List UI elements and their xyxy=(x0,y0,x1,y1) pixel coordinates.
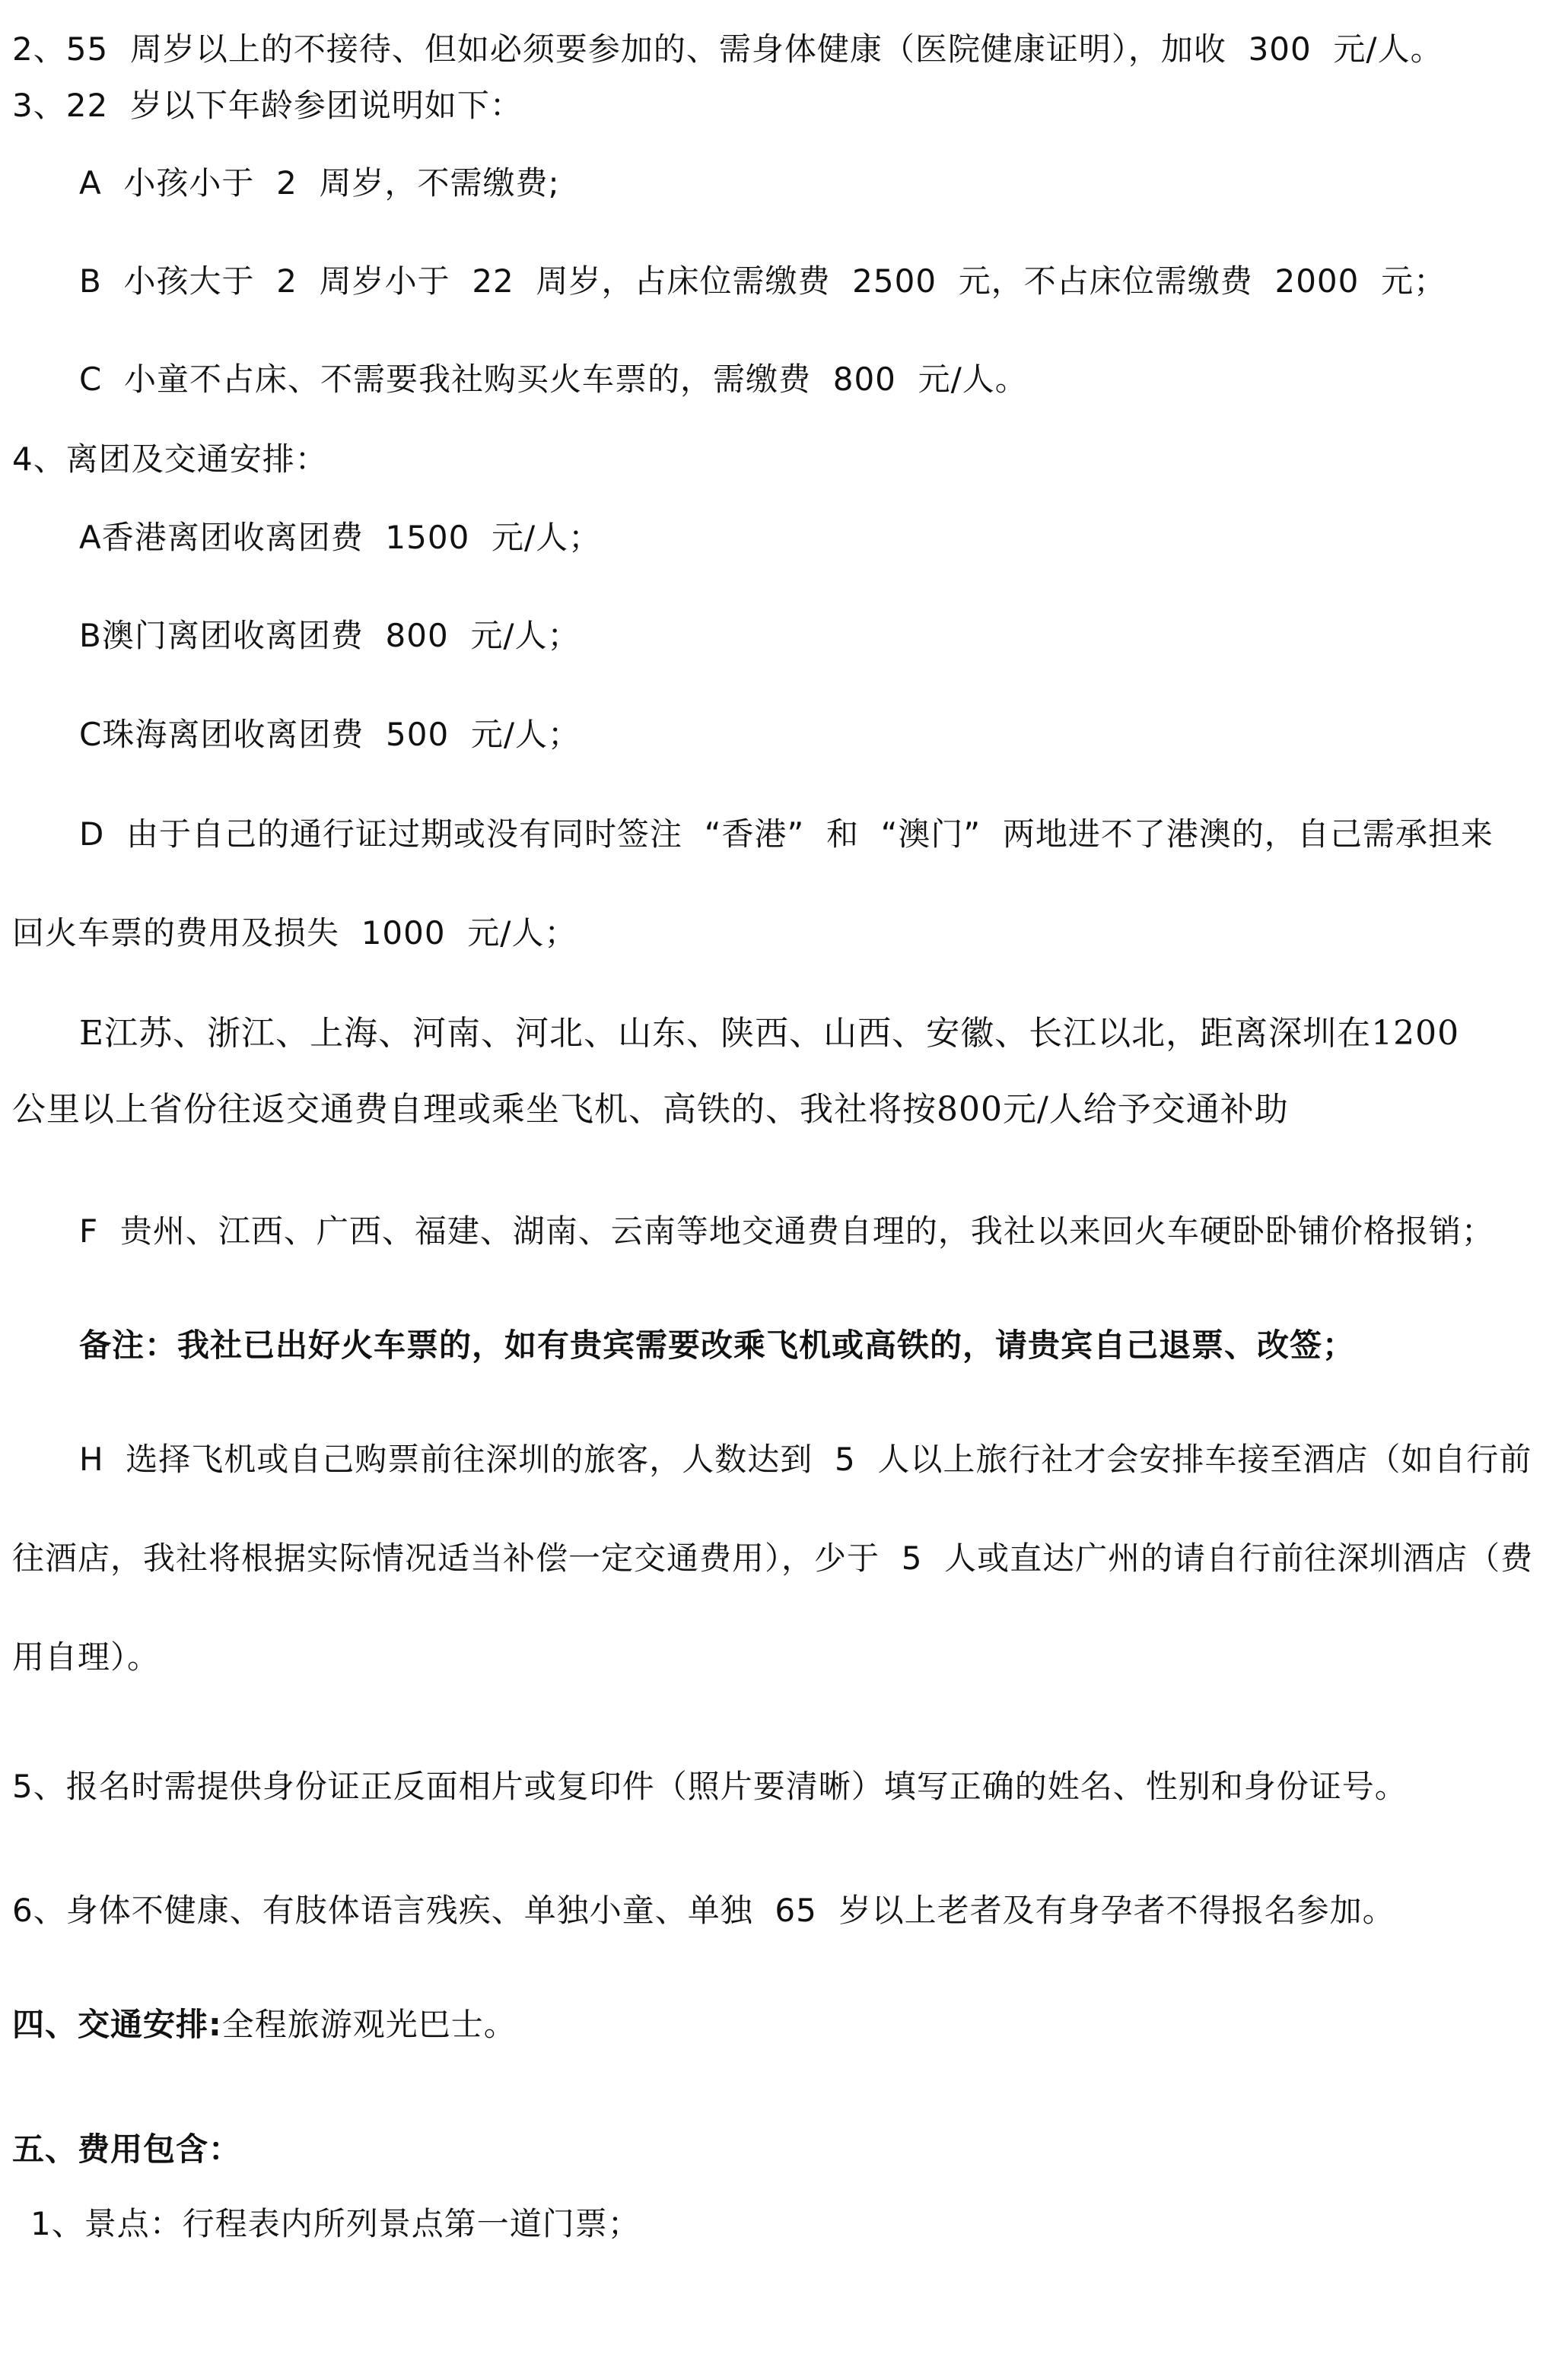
section-transport xyxy=(12,2006,517,2043)
text-line-leave-b: B澳门离团收离团费 800 元/人； xyxy=(79,617,581,654)
text-line-leave-d-cont: 回火车票的费用及损失 1000 元/人； xyxy=(12,914,577,952)
text-line-item-6: 6、身体不健康、有肢体语言残疾、单独小童、单独 65 岁以上老者及有身孕者不得报名参加。 xyxy=(12,1892,1395,1929)
text-line-leave-c: C珠海离团收离团费 500 元/人； xyxy=(79,716,581,753)
text-line-age-55: 2、55 周岁以上的不接待、但如必须要参加的、需身体健康（医院健康证明），加收 300 元/人。 xyxy=(12,30,1443,68)
text-line-leave-e: E江苏、浙江、上海、河南、河北、山东、陕西、山西、安徽、长江以北，距离深圳在1200 xyxy=(79,1014,1460,1053)
section-transport-text: 全程旅游观光巴士。 xyxy=(221,2006,517,2043)
section-fees-heading: 五、费用包含： xyxy=(12,2131,242,2168)
text-line-leave-e-cont: 公里以上省份往返交通费自理或乘坐飞机、高铁的、我社将按800元/人给予交通补助 xyxy=(12,1090,1289,1129)
text-line-leave-a: A香港离团收离团费 1500 元/人； xyxy=(79,519,602,556)
text-line-leave-h-cont2: 用自理）。 xyxy=(12,1638,161,1676)
text-line-leave-heading: 4、离团及交通安排： xyxy=(12,440,328,478)
text-line-remark: 备注：我社已出好火车票的，如有贵宾需要改乘飞机或高铁的，请贵宾自己退票、改签； xyxy=(79,1327,1356,1364)
text-line-fee-1: 1、景点：行程表内所列景点第一道门票； xyxy=(30,2205,641,2242)
text-line-item-5: 5、报名时需提供身份证正反面相片或复印件（照片要清晰）填写正确的姓名、性别和身份证号。 xyxy=(12,1768,1408,1805)
text-line-leave-h: H 选择飞机或自己购票前往深圳的旅客，人数达到 5 人以上旅行社才会安排车接至酒店（如自行前 xyxy=(79,1441,1532,1478)
text-line-leave-h-cont1: 往酒店，我社将根据实际情况适当补偿一定交通费用），少于 5 人或直达广州的请自行前往深圳酒店（费 xyxy=(12,1540,1534,1577)
section-transport-heading: 四、交通安排: xyxy=(12,2006,222,2043)
text-line-child-c: C 小童不占床、不需要我社购买火车票的，需缴费 800 元/人。 xyxy=(79,361,1028,398)
text-line-leave-f: F 贵州、江西、广西、福建、湖南、云南等地交通费自理的，我社以来回火车硬卧卧铺价格报销； xyxy=(79,1212,1494,1250)
text-line-age-22-heading: 3、22 岁以下年龄参团说明如下： xyxy=(12,87,523,124)
text-line-child-b: B 小孩大于 2 周岁小于 22 周岁，占床位需缴费 2500 元，不占床位需缴费 2000 元； xyxy=(79,262,1447,300)
text-line-leave-d: D 由于自己的通行证过期或没有同时签注 “香港” 和 “澳门” 两地进不了港澳的，自己需承担来 xyxy=(79,815,1494,853)
text-line-child-a: A 小孩小于 2 周岁，不需缴费; xyxy=(79,164,560,202)
